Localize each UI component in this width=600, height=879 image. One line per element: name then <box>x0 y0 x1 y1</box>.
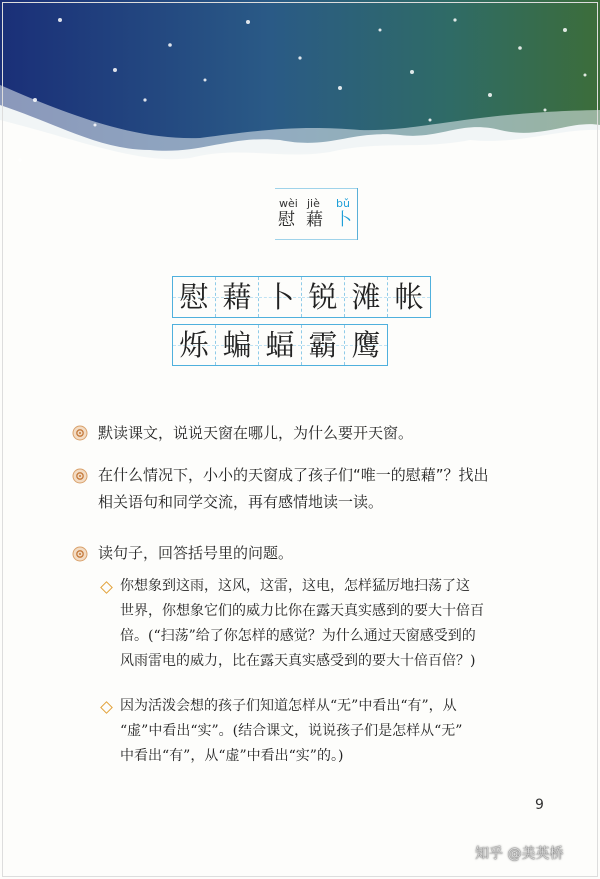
page-number: 9 <box>535 797 544 813</box>
question-1: 默读课文，说说天窗在哪儿，为什么要开天窗。 <box>98 424 414 442</box>
pinyin-2: jiè <box>307 197 320 210</box>
question-2 <box>98 462 489 516</box>
grid-char: 帐 <box>394 280 424 314</box>
grid-char: 烁 <box>179 328 209 362</box>
grid-char: 鹰 <box>351 328 381 362</box>
pinyin-3: bǔ <box>336 197 350 210</box>
sentence-1 <box>120 574 560 674</box>
sentence-1-line-3: 倍。(“扫荡”给了你怎样的感觉？为什么通过天窗感受到的 <box>120 628 476 644</box>
grid-cell <box>215 277 258 317</box>
grid-char: 蝙 <box>222 328 252 362</box>
char-grid-row-1 <box>172 276 431 318</box>
watermark: 知乎 @美英桥 <box>475 846 564 862</box>
grid-cell <box>258 325 301 365</box>
sentence-2-line-2: “虚”中看出“实”。(结合课文，说说孩子们是怎样从“无” <box>120 723 463 739</box>
grid-char: 锐 <box>308 280 338 314</box>
grid-char: 滩 <box>351 280 381 314</box>
question-2-line-1: 在什么情况下，小小的天窗成了孩子们“唯一的慰藉”？找出 <box>98 466 489 484</box>
grid-cell <box>172 277 215 317</box>
sentence-2-line-1: 因为活泼会想的孩子们知道怎样从“无”中看出“有”，从 <box>120 698 457 714</box>
new-word-box <box>275 188 358 240</box>
sentence-2-line-3: 中看出“有”，从“虚”中看出“实”的。) <box>120 748 344 764</box>
sentence-2 <box>120 694 560 769</box>
question-marker-icon <box>72 425 88 441</box>
diamond-bullet-icon <box>100 581 113 594</box>
pinyin-1: wèi <box>279 197 298 210</box>
grid-char: 蝠 <box>265 328 295 362</box>
grid-char: 霸 <box>308 328 338 362</box>
sentence-1-line-4: 风雨雷电的威力，比在露天真实感受到的要大十倍百倍？) <box>120 653 476 669</box>
question-3: 读句子，回答括号里的问题。 <box>98 544 294 562</box>
grid-cell <box>215 325 258 365</box>
grid-cell <box>172 325 215 365</box>
vocab-char-2: 藉 <box>306 210 323 230</box>
grid-cell <box>301 277 344 317</box>
grid-cell <box>344 277 387 317</box>
grid-char: 藉 <box>222 280 252 314</box>
vocab-char-3: 卜 <box>335 210 352 230</box>
vocab-char-1: 慰 <box>278 210 295 230</box>
grid-cell <box>301 325 344 365</box>
question-marker-icon <box>72 468 88 484</box>
grid-char: 慰 <box>179 280 209 314</box>
char-grid-row-2 <box>172 324 388 366</box>
grid-char: 卜 <box>265 280 295 314</box>
grid-cell <box>387 277 431 317</box>
question-2-line-2: 相关语句和同学交流，再有感情地读一读。 <box>98 493 384 511</box>
sentence-1-line-1: 你想象到这雨，这风，这雷，这电，怎样猛厉地扫荡了这 <box>120 578 470 594</box>
grid-cell <box>258 277 301 317</box>
night-sky-header <box>0 0 600 200</box>
sentence-1-line-2: 世界，你想象它们的威力比你在露天真实感到的要大十倍百 <box>120 603 484 619</box>
diamond-bullet-icon <box>100 701 113 714</box>
question-marker-icon <box>72 546 88 562</box>
grid-cell <box>344 325 388 365</box>
